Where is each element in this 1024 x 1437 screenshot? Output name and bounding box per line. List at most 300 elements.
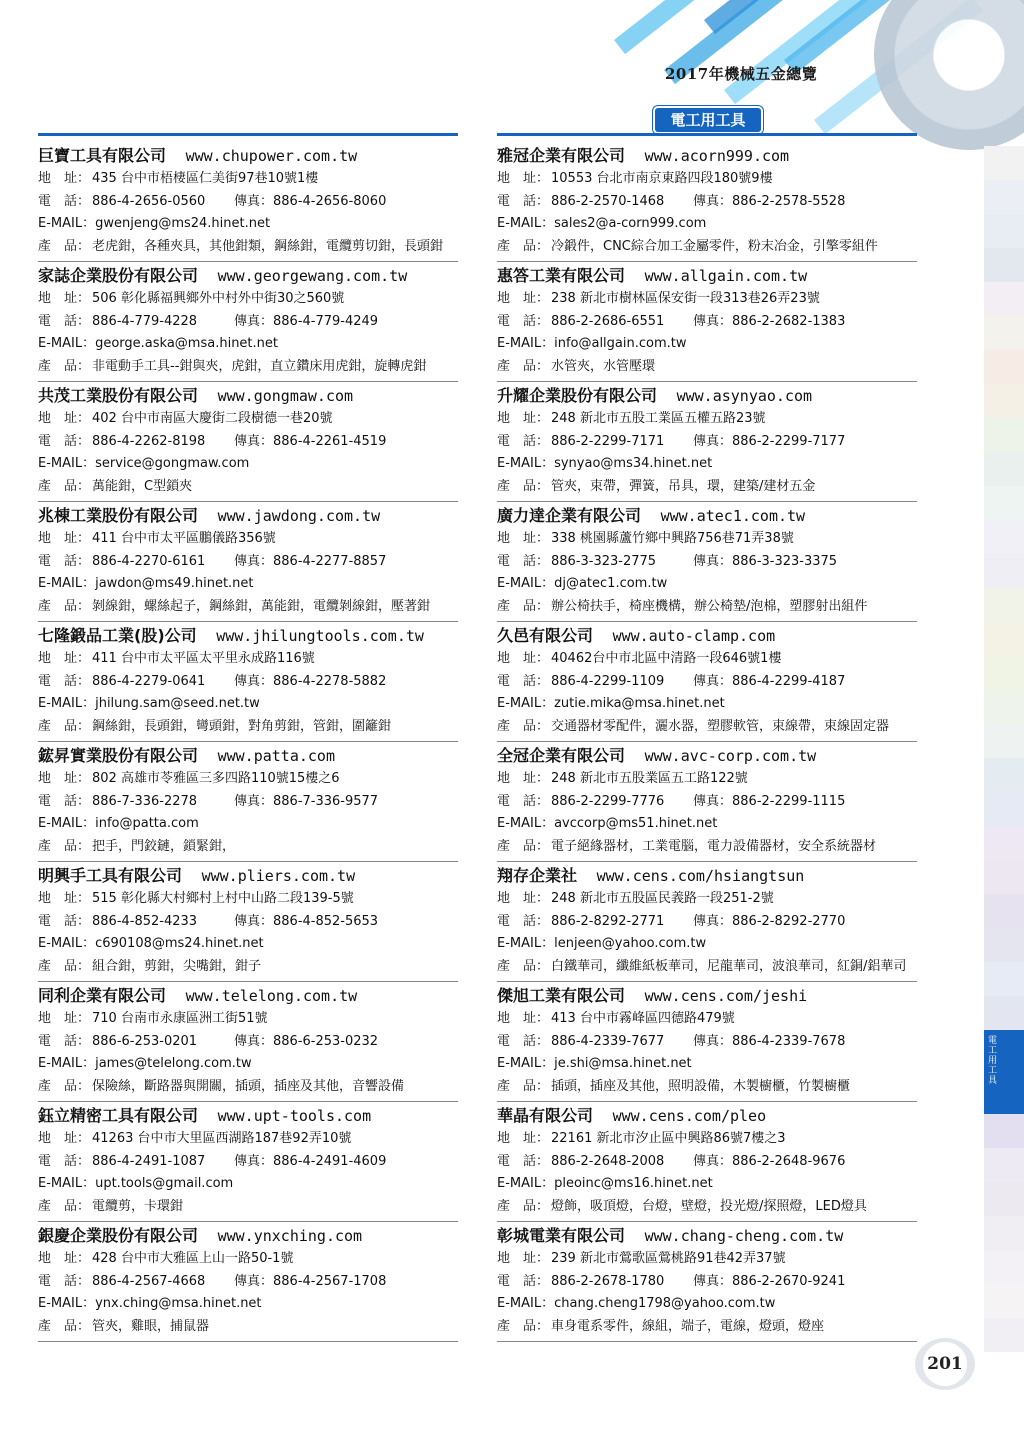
company-website-link[interactable]: www.telelong.com.tw [185,987,358,1005]
fax-value: 886-4-2567-1708 [273,1273,387,1289]
column-divider [497,133,917,136]
company-website-link[interactable]: www.cens.com/pleo [612,1107,767,1125]
products-value: 保險絲，斷路器與開關，插頭，插座及其他，音響設備 [92,1078,405,1094]
products-label: 產 品： [38,1078,91,1094]
email-label: E-MAIL： [497,936,555,951]
chapter-tab [984,1250,1024,1284]
products-value: 冷鍛件，CNC綜合加工金屬零件，粉末冶金，引擎零組件 [551,238,878,254]
company-name: 升耀企業股份有限公司 [497,386,658,405]
chapter-tab [984,1182,1024,1216]
company-name: 雅冠企業有限公司 [497,146,626,165]
phone-label: 電 話： [497,1033,550,1049]
company-website-link[interactable]: www.cens.com/jeshi [644,987,808,1005]
address-value: 402 台中市南區大慶街二段樹德一巷20號 [92,411,333,426]
address-value: 10553 台北市南京東路四段180號9樓 [551,171,773,186]
products-value: 剝線鉗，螺絲起子，鋼絲鉗，萬能鉗，電纜剝線鉗，壓著鉗 [92,598,431,614]
phone-label: 電 話： [38,1153,91,1169]
company-name: 兆棟工業股份有限公司 [38,506,199,525]
products-value: 電纜剪，卡環鉗 [92,1198,184,1214]
address-row [497,1128,917,1151]
chapter-tab [984,316,1024,350]
email-row [38,333,458,356]
chapter-tab [984,690,1024,724]
address-label: 地 址： [38,171,91,186]
products-row [497,716,917,739]
fax-value: 886-2-2670-9241 [732,1273,846,1289]
products-label: 產 品： [38,958,91,974]
email-label: E-MAIL： [497,1056,555,1071]
company-heading [497,744,917,768]
fax-value: 886-4-852-5653 [273,913,379,929]
email-row [497,573,917,596]
products-label: 產 品： [38,478,91,494]
products-row [497,1076,917,1099]
email-label: E-MAIL： [38,1296,96,1311]
products-label: 產 品： [497,478,550,494]
address-value: 40462台中市北區中清路一段646號1樓 [551,651,782,666]
chapter-tab [984,1216,1024,1250]
company-website-link[interactable]: www.asynyao.com [676,387,813,405]
address-label: 地 址： [497,1011,550,1026]
chapter-tab [984,146,1024,180]
chapter-tab [984,996,1024,1030]
products-value: 組合鉗，剪鉗，尖嘴鉗，鉗子 [92,958,262,974]
company-website-link[interactable]: www.chupower.com.tw [185,147,358,165]
chapter-tab [984,962,1024,996]
company-heading [38,144,458,168]
chapter-tab [984,758,1024,792]
phone-label: 電 話： [38,1273,91,1289]
email-label: E-MAIL： [38,336,96,351]
company-entry [38,142,458,262]
fax-label: 傳真： [693,433,733,449]
email-link[interactable]: jhilung.sam@seed.net.tw [95,696,260,711]
chapter-tab [984,554,1024,588]
fax-value: 886-6-253-0232 [273,1033,379,1049]
phone-row [497,1031,917,1054]
company-name: 惠答工業有限公司 [497,266,626,285]
chapter-tab [984,282,1024,316]
address-value: 238 新北市樹林區保安街一段313巷26弄23號 [551,291,820,306]
fax-label: 傳真： [693,1153,733,1169]
company-entry [38,502,458,622]
chapter-tab [984,1318,1024,1352]
email-link[interactable]: lenjeen@yahoo.com.tw [554,936,707,951]
company-entry [38,262,458,382]
products-row [38,236,458,259]
email-link[interactable]: dj@atec1.com.tw [554,576,668,591]
fax-value: 886-3-323-3375 [732,553,838,569]
email-label: E-MAIL： [497,336,555,351]
chapter-tab [984,1284,1024,1318]
fax-label: 傳真： [234,1273,274,1289]
chapter-tab-label: 電工用工具 [988,1036,998,1086]
company-website-link[interactable]: www.chang-cheng.com.tw [644,1227,844,1245]
products-row [38,1316,458,1339]
company-entry [497,622,917,742]
company-name: 銀慶企業股份有限公司 [38,1226,199,1245]
email-row [497,1173,917,1196]
phone-row [497,311,917,334]
chapter-tab [984,486,1024,520]
fax-value: 886-7-336-9577 [273,793,379,809]
products-value: 管夾，雞眼，捕鼠器 [92,1318,210,1334]
email-link[interactable]: synyao@ms34.hinet.net [554,456,713,471]
fax-value: 886-2-2578-5528 [732,193,846,209]
fax-label: 傳真： [693,193,733,209]
address-row [38,1008,458,1031]
company-entry [38,382,458,502]
company-name: 久邑有限公司 [497,626,594,645]
chapter-index-tabs [984,146,1024,1352]
phone-row [38,1271,458,1294]
email-link[interactable]: upt.tools@gmail.com [95,1176,234,1191]
address-label: 地 址： [38,891,91,906]
company-list-left [38,133,458,1342]
email-row [38,813,458,836]
email-link[interactable]: sales2@a-corn999.com [554,216,707,231]
fax-label: 傳真： [234,313,274,329]
email-row [497,333,917,356]
products-label: 產 品： [38,358,91,374]
fax-label: 傳真： [693,793,733,809]
email-link[interactable]: info@allgain.com.tw [554,336,687,351]
email-link[interactable]: service@gongmaw.com [95,456,250,471]
company-name: 全冠企業有限公司 [497,746,626,765]
email-row [38,933,458,956]
chapter-tab [984,656,1024,690]
company-website-link[interactable]: www.jawdong.com.tw [217,507,381,525]
products-row [38,1196,458,1219]
email-label: E-MAIL： [497,816,555,831]
phone-value: 886-2-2686-6551 [551,313,665,329]
fax-value: 886-2-8292-2770 [732,913,846,929]
address-row [38,768,458,791]
phone-value: 886-4-2299-1109 [551,673,665,689]
company-name: 共茂工業股份有限公司 [38,386,199,405]
phone-value: 886-2-2299-7776 [551,793,665,809]
chapter-tab [984,724,1024,758]
chapter-tab [984,180,1024,214]
products-value: 車身電系零件，線組，端子，電線，燈頭，燈座 [551,1318,825,1334]
phone-row [497,671,917,694]
company-website-link[interactable]: www.gongmaw.com [217,387,354,405]
address-label: 地 址： [38,1131,91,1146]
company-entry [38,1222,458,1342]
products-label: 產 品： [38,1198,91,1214]
phone-value: 886-2-2678-1780 [551,1273,665,1289]
company-entry [497,502,917,622]
phone-label: 電 話： [38,793,91,809]
company-name: 彰城電業有限公司 [497,1226,626,1245]
email-label: E-MAIL： [38,936,96,951]
phone-value: 886-6-253-0201 [92,1033,198,1049]
address-label: 地 址： [38,411,91,426]
address-label: 地 址： [38,291,91,306]
address-label: 地 址： [38,1251,91,1266]
chapter-tab [984,248,1024,282]
fax-value: 886-4-779-4249 [273,313,379,329]
phone-value: 886-4-2491-1087 [92,1153,206,1169]
address-label: 地 址： [497,531,550,546]
email-row [38,1173,458,1196]
email-label: E-MAIL： [497,576,555,591]
gear-icon [874,0,1024,150]
company-heading [497,864,917,888]
company-name: 翔存企業社 [497,866,578,885]
fax-value: 886-4-2299-4187 [732,673,846,689]
fax-label: 傳真： [234,1153,274,1169]
page-number: 201 [915,1338,975,1390]
email-link[interactable]: jawdon@ms49.hinet.net [95,576,254,591]
phone-label: 電 話： [497,313,550,329]
email-row [497,453,917,476]
company-heading [497,624,917,648]
company-heading [38,384,458,408]
company-name: 巨寶工具有限公司 [38,146,167,165]
products-label: 產 品： [497,718,550,734]
products-label: 產 品： [497,1318,550,1334]
company-website-link[interactable]: www.atec1.com.tw [660,507,806,525]
address-label: 地 址： [497,291,550,306]
address-value: 411 台中市太平區鵬儀路356號 [92,531,276,546]
company-website-link[interactable]: www.patta.com [217,747,335,765]
products-label: 產 品： [38,238,91,254]
company-entry [497,262,917,382]
company-heading [497,144,917,168]
email-link[interactable]: zutie.mika@msa.hinet.net [554,696,725,711]
email-label: E-MAIL： [38,456,96,471]
phone-value: 886-4-2262-8198 [92,433,206,449]
company-website-link[interactable]: www.cens.com/hsiangtsun [596,867,805,885]
address-row [497,1008,917,1031]
address-row [497,648,917,671]
phone-row [38,911,458,934]
phone-row [497,551,917,574]
products-row [497,836,917,859]
phone-row [38,671,458,694]
company-website-link[interactable]: www.georgewang.com.tw [217,267,408,285]
address-label: 地 址： [38,771,91,786]
company-website-link[interactable]: www.upt-tools.com [217,1107,372,1125]
email-link[interactable]: pleoinc@ms16.hinet.net [554,1176,713,1191]
email-label: E-MAIL： [38,816,96,831]
fax-label: 傳真： [234,673,274,689]
company-heading [38,1104,458,1128]
products-label: 產 品： [497,838,550,854]
phone-row [497,1151,917,1174]
company-entry [497,742,917,862]
phone-label: 電 話： [497,193,550,209]
products-value: 水管夾，水管壓環 [551,358,656,374]
phone-value: 886-4-2656-0560 [92,193,206,209]
address-row [497,408,917,431]
fax-label: 傳真： [693,313,733,329]
company-list-right [497,133,917,1342]
company-entry [38,742,458,862]
company-website-link[interactable]: www.acorn999.com [644,147,790,165]
fax-value: 886-2-2682-1383 [732,313,846,329]
company-heading [497,1104,917,1128]
address-row [38,288,458,311]
company-name: 明興手工具有限公司 [38,866,183,885]
fax-label: 傳真： [693,913,733,929]
email-link[interactable]: info@patta.com [95,816,199,831]
phone-label: 電 話： [497,1153,550,1169]
company-heading [497,504,917,528]
phone-row [497,791,917,814]
fax-label: 傳真： [234,1033,274,1049]
products-row [497,1196,917,1219]
catalog-title: 2017年機械五金總覽 [665,65,818,83]
fax-value: 886-4-2491-4609 [273,1153,387,1169]
email-link[interactable]: c690108@ms24.hinet.net [95,936,264,951]
fax-value: 886-4-2339-7678 [732,1033,846,1049]
products-label: 產 品： [38,718,91,734]
chapter-tab [984,588,1024,622]
email-label: E-MAIL： [38,1056,96,1071]
email-row [497,693,917,716]
products-label: 產 品： [497,358,550,374]
company-heading [38,744,458,768]
company-heading [497,264,917,288]
email-row [38,213,458,236]
products-label: 產 品： [38,1318,91,1334]
phone-value: 886-4-779-4228 [92,313,198,329]
email-link[interactable]: je.shi@msa.hinet.net [554,1056,692,1071]
email-link[interactable]: gwenjeng@ms24.hinet.net [95,216,271,231]
chapter-tab [984,894,1024,928]
fax-label: 傳真： [693,673,733,689]
fax-label: 傳真： [234,433,274,449]
company-entry [38,982,458,1102]
phone-row [38,431,458,454]
company-heading [38,984,458,1008]
company-name: 廣力達企業有限公司 [497,506,642,525]
fax-label: 傳真： [234,913,274,929]
company-entry [497,862,917,982]
phone-row [38,791,458,814]
address-row [38,528,458,551]
address-label: 地 址： [497,891,550,906]
email-link[interactable]: chang.cheng1798@yahoo.com.tw [554,1296,776,1311]
address-row [497,528,917,551]
address-row [38,888,458,911]
products-row [38,836,458,859]
address-row [38,408,458,431]
chapter-tab [984,826,1024,860]
company-name: 鈺立精密工具有限公司 [38,1106,199,1125]
phone-value: 886-7-336-2278 [92,793,198,809]
fax-value: 886-2-2299-1115 [732,793,846,809]
address-value: 411 台中市太平區太平里永成路116號 [92,651,315,666]
address-value: 338 桃園縣蘆竹鄉中興路756巷71弄38號 [551,531,794,546]
address-value: 22161 新北市汐止區中興路86號7樓之3 [551,1131,786,1146]
products-row [497,596,917,619]
products-row [38,476,458,499]
company-website-link[interactable]: www.ynxching.com [217,1227,363,1245]
company-website-link[interactable]: www.pliers.com.tw [201,867,356,885]
products-row [497,236,917,259]
email-row [38,1293,458,1316]
phone-label: 電 話： [497,913,550,929]
address-row [38,648,458,671]
phone-label: 電 話： [38,553,91,569]
phone-value: 886-2-2570-1468 [551,193,665,209]
email-row [497,933,917,956]
company-entry [38,622,458,742]
address-value: 710 台南市永康區洲工街51號 [92,1011,268,1026]
company-entry [497,982,917,1102]
company-website-link[interactable]: www.avc-corp.com.tw [644,747,817,765]
email-label: E-MAIL： [497,1176,555,1191]
company-website-link[interactable]: www.allgain.com.tw [644,267,808,285]
chapter-tab [984,350,1024,384]
phone-label: 電 話： [38,1033,91,1049]
address-value: 239 新北市鶯歌區鶯桃路91巷42弄37號 [551,1251,786,1266]
fax-value: 886-4-2656-8060 [273,193,387,209]
address-value: 506 彰化縣福興鄉外中村外中街30之560號 [92,291,345,306]
address-value: 802 高雄市苓雅區三多四路110號15樓之6 [92,771,340,786]
phone-value: 886-2-8292-2771 [551,913,665,929]
products-value: 萬能鉗，C型鎖夾 [92,478,193,494]
address-row [497,288,917,311]
address-row [38,168,458,191]
phone-label: 電 話： [497,793,550,809]
email-link[interactable]: james@telelong.com.tw [95,1056,252,1071]
phone-row [497,431,917,454]
email-link[interactable]: avccorp@ms51.hinet.net [554,816,718,831]
company-website-link[interactable]: www.jhilungtools.com.tw [216,627,424,645]
fax-value: 886-4-2261-4519 [273,433,387,449]
address-value: 435 台中市梧棲區仁美街97巷10號1樓 [92,171,319,186]
products-value: 管夾，束帶，彈簧，吊具，環，建築/建材五金 [551,478,816,494]
company-website-link[interactable]: www.auto-clamp.com [612,627,776,645]
email-row [497,1053,917,1076]
products-label: 產 品： [497,238,550,254]
email-link[interactable]: ynx.ching@msa.hinet.net [95,1296,262,1311]
products-label: 產 品： [497,1078,550,1094]
fax-label: 傳真： [693,553,733,569]
company-heading [38,864,458,888]
phone-row [497,1271,917,1294]
company-heading [38,504,458,528]
phone-label: 電 話： [497,1273,550,1289]
chapter-tab-active [984,1030,1024,1114]
products-value: 鋼絲鉗，長頭鉗，彎頭鉗，對角剪鉗，管鉗，圍籬鉗 [92,718,392,734]
products-row [497,956,917,979]
products-row [497,356,917,379]
address-label: 地 址： [497,1131,550,1146]
company-heading [38,1224,458,1248]
address-value: 428 台中市大雅區上山一路50-1號 [92,1251,294,1266]
chapter-tab [984,1148,1024,1182]
address-value: 248 新北市五股區民義路一段251-2號 [551,891,774,906]
phone-label: 電 話： [497,553,550,569]
company-name: 同利企業有限公司 [38,986,167,1005]
email-label: E-MAIL： [497,216,555,231]
address-value: 515 彰化縣大村鄉村上村中山路二段139-5號 [92,891,354,906]
phone-value: 886-4-2339-7677 [551,1033,665,1049]
chapter-tab [984,860,1024,894]
email-link[interactable]: george.aska@msa.hinet.net [95,336,278,351]
address-row [497,1248,917,1271]
address-label: 地 址： [497,411,550,426]
phone-label: 電 話： [38,433,91,449]
phone-row [38,191,458,214]
address-value: 41263 台中市大里區西湖路187巷92弄10號 [92,1131,352,1146]
chapter-tab [984,622,1024,656]
